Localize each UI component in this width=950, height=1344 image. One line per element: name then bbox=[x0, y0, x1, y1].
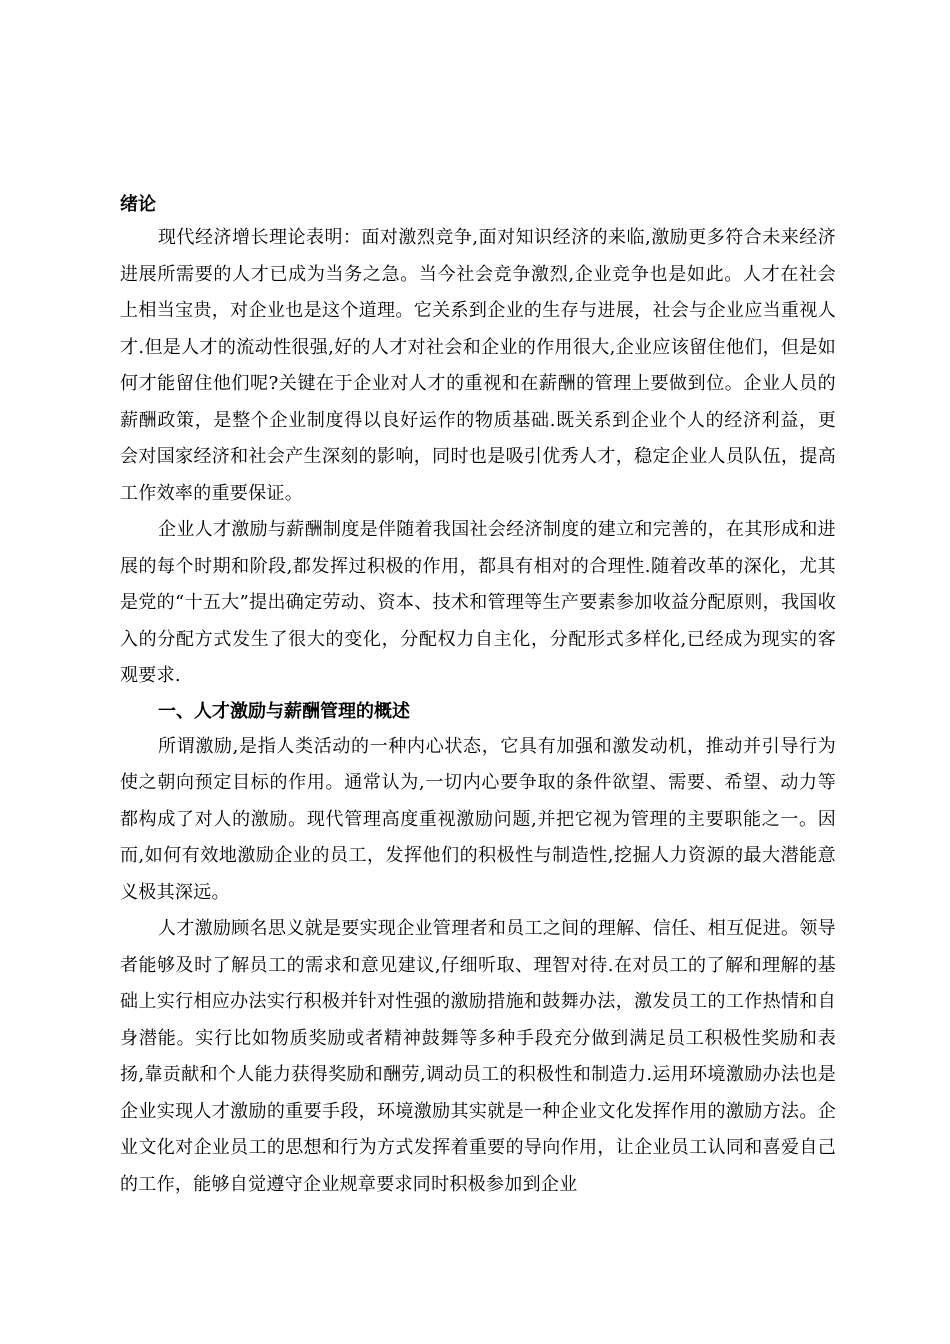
document-title: 绪论 bbox=[120, 194, 156, 215]
section-paragraph-1: 所谓激励,是指人类活动的一种内心状态，它具有加强和激发动机，推动并引导行为使之朝向预定目标的作用。通常认为,一切内心要争取的条件欲望、需要、希望、动力等都构成了对人的激励。现代管理高度重视激励问题,并把它视为管理的主要职能之一。因而,如何有效地激励企业的员工，发挥他们的积极性与制造性,挖掘人力资源的最大潜能意义极其深远。 bbox=[120, 735, 836, 903]
intro-paragraph-2: 企业人才激励与薪酬制度是伴随着我国社会经济制度的建立和完善的，在其形成和进展的每个时期和阶段,都发挥过积极的作用，都具有相对的合理性.随着改革的深化，尤其是党的“十五大”提出确定劳动、资本、技术和管理等生产要素参加收益分配原则，我国收入的分配方式发生了很大的变化，分配权力自主化，分配形式多样化,已经成为现实的客观要求. bbox=[120, 519, 836, 686]
document-page bbox=[120, 190, 836, 1203]
section-paragraph-2: 人才激励顾名思义就是要实现企业管理者和员工之间的理解、信任、相互促进。领导者能够及时了解员工的需求和意见建议,仔细听取、理智对待.在对员工的了解和理解的基础上实行相应办法实行积极并针对性强的激励措施和鼓舞办法，激发员工的工作热情和自身潜能。实行比如物质奖励或者精神鼓舞等多种手段充分做到满足员工积极性奖励和表扬,靠贡献和个人能力获得奖励和酬劳,调动员工的积极性和制造力.运用环境激励办法也是企业实现人才激励的重要手段，环境激励其实就是一种企业文化发挥作用的激励方法。企业文化对企业员工的思想和行为方式发挥着重要的导向作用，让企业员工认同和喜爱自己的工作，能够自觉遵守企业规章要求同时积极参加到企业 bbox=[120, 918, 836, 1195]
intro-paragraph-1: 现代经济增长理论表明：面对激烈竞争,面对知识经济的来临,激励更多符合未来经济进展所需要的人才已成为当务之急。当今社会竞争激烈,企业竞争也是如此。人才在社会上相当宝贵，对企业也是这个道理。它关系到企业的生存与进展，社会与企业应当重视人才.但是人才的流动性很强,好的人才对社会和企业的作用很大,企业应该留住他们，但是如何才能留住他们呢?关键在于企业对人才的重视和在薪酬的管理上要做到位。企业人员的薪酬政策，是整个企业制度得以良好运作的物质基础.既关系到企业个人的经济利益，更会对国家经济和社会产生深刻的影响，同时也是吸引优秀人才，稳定企业人员队伍，提高工作效率的重要保证。 bbox=[120, 227, 836, 504]
section-heading: 一、人才激励与薪酬管理的概述 bbox=[158, 700, 410, 722]
